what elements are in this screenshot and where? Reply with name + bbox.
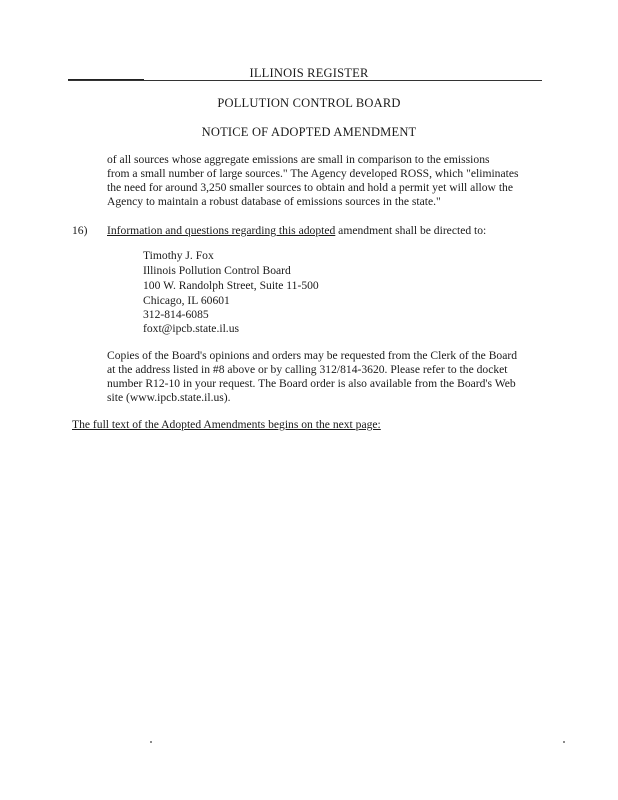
contact-city: Chicago, IL 60601: [143, 294, 230, 307]
copies-line: Copies of the Board's opinions and orders may be requested from the Clerk of the Board: [107, 349, 518, 362]
register-title: ILLINOIS REGISTER: [249, 66, 369, 80]
contact-email: foxt@ipcb.state.il.us: [143, 322, 240, 335]
item-heading-rest: amendment shall be directed to:: [335, 224, 487, 237]
agency-title: POLLUTION CONTROL BOARD: [217, 96, 401, 110]
full-text-note: The full text of the Adopted Amendments begins on the next page:: [72, 418, 381, 431]
item-heading: [107, 224, 486, 237]
scan-speck: [563, 741, 565, 743]
contact-organization: Illinois Pollution Control Board: [143, 264, 291, 277]
continuation-line: from a small number of large sources." The Agency developed ROSS, which "eliminates: [107, 167, 519, 180]
copies-line: number R12-10 in your request. The Board order is also available from the Board's Web: [107, 377, 516, 390]
copies-line: at the address listed in #8 above or by calling 312/814-3620. Please refer to the docket: [107, 363, 508, 376]
notice-title: NOTICE OF ADOPTED AMENDMENT: [201, 125, 417, 139]
contact-name: Timothy J. Fox: [143, 249, 214, 262]
item-number: 16): [72, 224, 88, 237]
scan-speck: [150, 741, 152, 743]
contact-phone: 312-814-6085: [143, 308, 209, 321]
continuation-line: the need for around 3,250 smaller sources to obtain and hold a permit yet will allow the: [107, 181, 513, 194]
continuation-line: Agency to maintain a robust database of emissions sources in the state.": [107, 195, 441, 208]
item-heading-underlined: Information and questions regarding this adopted: [107, 224, 336, 237]
copies-line: site (www.ipcb.state.il.us).: [107, 391, 231, 404]
contact-street: 100 W. Randolph Street, Suite 11-500: [143, 279, 319, 292]
continuation-line: of all sources whose aggregate emissions are small in comparison to the emissions: [107, 153, 490, 166]
